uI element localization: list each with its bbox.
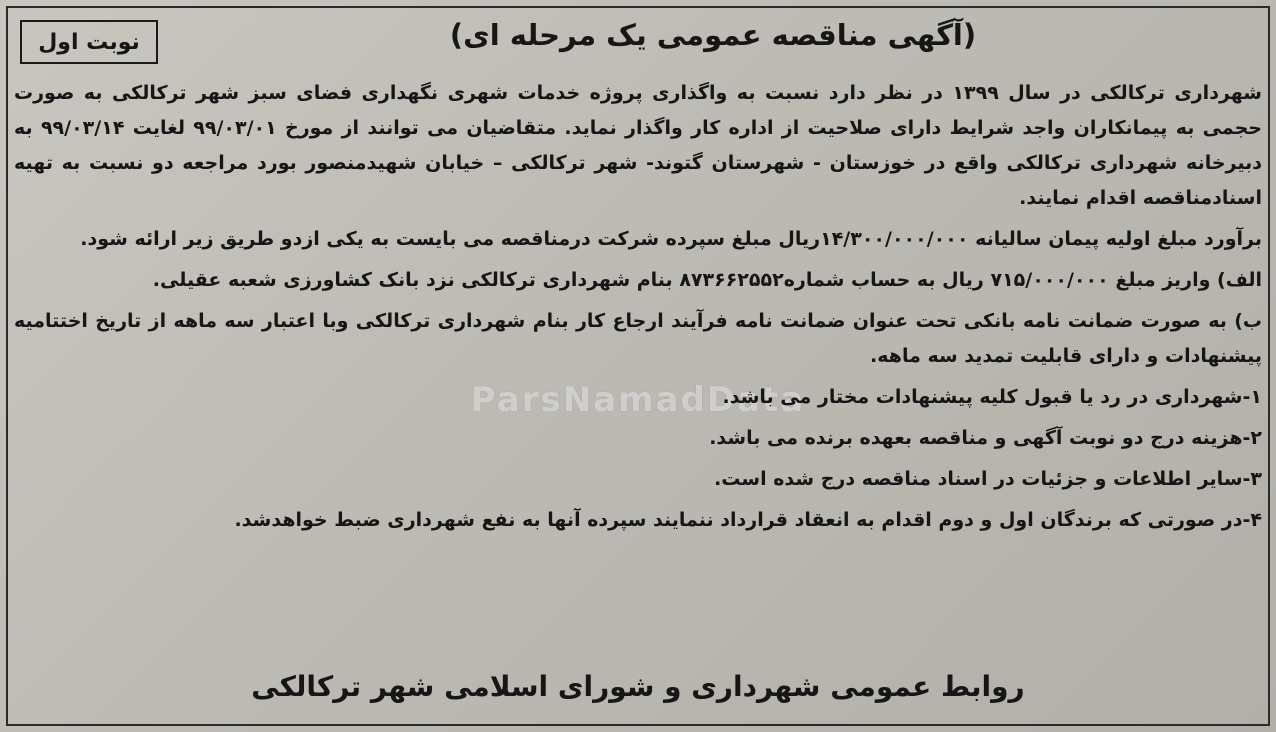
condition-item: ۴-در صورتی که برندگان اول و دوم اقدام به انعقاد قرارداد ننمایند سپرده آنها به نفع شهرداری ضبط خواهدشد.	[234, 509, 1262, 531]
deposit-option-b: ب) به صورت ضمانت نامه بانکی تحت عنوان ضمانت نامه فرآیند ارجاع کار بنام شهرداری ترکالکی وبا اعتبار سه ماهه از تاریخ اختتامیه پیشنهادات و دارای قابلیت تمدید سه ماهه.	[14, 310, 1262, 367]
publication-round-badge: نوبت اول	[20, 20, 158, 64]
condition-item: ۳-سایر اطلاعات و جزئیات در اسناد مناقصه درج شده است.	[714, 468, 1262, 490]
condition-item: ۱-شهرداری در رد یا قبول کلیه پیشنهادات مختار می باشد.	[722, 386, 1262, 408]
notice-title: (آگهی مناقصه عمومی یک مرحله ای)	[449, 18, 977, 52]
deposit-option-a: الف) واریز مبلغ ۷۱۵/۰۰۰/۰۰۰ ریال به حساب شماره۸۷۳۶۶۲۵۵۲ بنام شهرداری ترکالکی نزد بانک کشاورزی شعبه عقیلی.	[152, 269, 1262, 291]
estimate-paragraph: برآورد مبلغ اولیه پیمان سالیانه ۱۴/۳۰۰/۰۰۰/۰۰۰ریال مبلغ سپرده شرکت درمناقصه می بایست به یکی ازدو طریق زیر ارائه شود.	[80, 228, 1262, 250]
issuer-signature: روابط عمومی شهرداری و شورای اسلامی شهر ترکالکی	[251, 670, 1025, 703]
notice-body	[14, 76, 1262, 544]
watermark: ParsNamadData	[470, 380, 806, 420]
intro-paragraph: شهرداری ترکالکی در سال ۱۳۹۹ در نظر دارد نسبت به واگذاری پروژه خدمات شهری نگهداری فضای سبز شهر ترکالکی به صورت حجمی به پیمانکاران واجد شرایط دارای صلاحیت از اداره کار واگذار نماید. متقاضیان می توانند از مورخ ۹۹/۰۳/۰۱ لغایت ۹۹/۰۳/۱۴ به دبیرخانه شهرداری ترکالکی واقع در خوزستان - شهرستان گتوند- شهر ترکالکی – خیابان شهیدمنصور بورد مراجعه دو نسبت به تهیه اسنادمناقصه اقدام نمایند.	[14, 82, 1262, 209]
condition-item: ۲-هزینه درج دو نوبت آگهی و مناقصه بعهده برنده می باشد.	[709, 427, 1262, 449]
